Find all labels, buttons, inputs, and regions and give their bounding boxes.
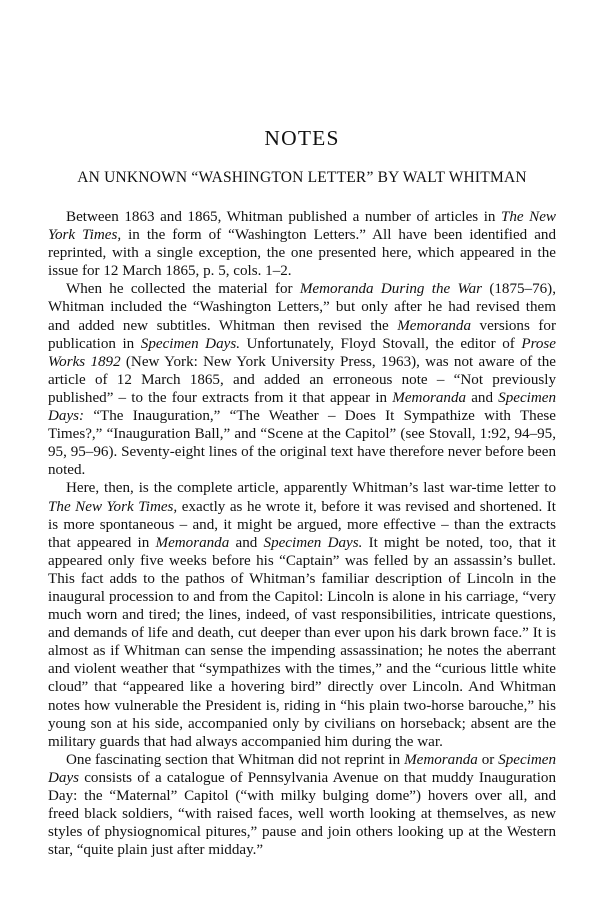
text-run: versions for publication in bbox=[48, 317, 556, 352]
text-run: Between 1863 and 1865, Whitman published a number of articles in bbox=[66, 209, 501, 225]
text-run: or bbox=[477, 751, 499, 768]
italic-title-run: Specimen Days. bbox=[140, 335, 240, 352]
text-run: “The Inauguration,” “The Weather – Does It Sympathize with These Times?,” “Inauguration Ball,” and “Scene at the Capitol” (see Stovall, 1:92, 94–95, 95, 95–96). Seventy-eight lines of the original text have therefore never before been noted. bbox=[48, 408, 556, 479]
text-run: exactly as he wrote it, before it was revised and shortened. It is more spontaneous – and, it might be argued, more effective – than the extracts that appeared in bbox=[48, 498, 556, 551]
italic-title-run: Specimen Days bbox=[48, 751, 557, 786]
italic-title-run: Prose Works 1892 bbox=[48, 335, 556, 370]
body-paragraph bbox=[48, 751, 556, 860]
italic-title-run: Memoranda bbox=[392, 389, 467, 406]
text-run: consists of a catalogue of Pennsylvania Avenue on that muddy Inauguration Day: the “Maternal” Capitol (“with milky bulging dome”) hovers over all, and freed black soldiers, “with raised faces, well worth looking at themselves, as new styles of physiognomical pitures,” pause and join others looking up at the Western star, “quite plain just after midday.” bbox=[48, 769, 556, 859]
text-run: One fascinating section that Whitman did not reprint in bbox=[66, 751, 405, 768]
text-run: Unfortunately, Floyd Stovall, the editor of bbox=[239, 335, 522, 352]
text-run: (New York: New York University Press, 1963), was not aware of the article of 12 March 1865, and added an erroneous note – “Not previously published” – to the four extracts from it that appear in bbox=[48, 353, 556, 406]
italic-title-run: Memoranda bbox=[155, 534, 230, 551]
text-run: Here, then, is the complete article, apparently Whitman’s last war-time letter to bbox=[66, 480, 556, 497]
text-run: When he collected the material for bbox=[66, 281, 300, 298]
italic-title-run: Memoranda bbox=[397, 317, 472, 334]
text-run: and bbox=[466, 389, 499, 406]
article-title: AN UNKNOWN “WASHINGTON LETTER” BY WALT WHITMAN bbox=[77, 169, 527, 186]
text-run: in the form of “Washington Letters.” All have been identified and reprinted, with a single exception, the one presented here, which appeared in the issue for 12 March 1865, p. 5, cols. 1–2. bbox=[48, 227, 556, 280]
text-run: and bbox=[229, 534, 264, 551]
body-paragraph bbox=[48, 208, 556, 280]
body-paragraph bbox=[48, 479, 556, 750]
italic-title-run: Memoranda During the War bbox=[299, 281, 483, 298]
text-run: It might be noted, too, that it appeared only five weeks before his “Captain” was felled by an assassin’s bullet. This fact adds to the pathos of Whitman’s familiar description of Lincoln in the inaugural procession to and from the Capitol: Lincoln is alone in his carriage, “very much worn and tired; the lines, indeed, of vast responsibilities, intricate questions, and demands of life and death, cut deeper than ever upon his dark brown face.” It is almost as if Whitman can sense the impending assassination; he notes the aberrant and violent weather that “sympathizes with the times,” and the “curious little white cloud” that “appeared like a hovering bird” directly over Lincoln. And Whitman notes how vulnerable the President is, riding in “his plain two-horse barouche,” his young son at his side, accompanied only by civilians on horseback; absent are the military guards that had always accompanied him during the war. bbox=[48, 534, 556, 750]
section-heading: NOTES bbox=[264, 126, 340, 150]
article-body bbox=[48, 208, 556, 859]
text-run: (1875–76), Whitman included the “Washington Letters,” but only after he had revised them and added new subtitles. Whitman then revised the bbox=[48, 281, 556, 334]
italic-title-run: The New York Times, bbox=[48, 209, 556, 244]
italic-title-run: The New York Times, bbox=[48, 498, 178, 515]
italic-title-run: Memoranda bbox=[404, 751, 478, 768]
italic-title-run: Specimen Days: bbox=[48, 389, 556, 425]
italic-title-run: Specimen Days. bbox=[263, 534, 363, 551]
body-paragraph bbox=[48, 280, 556, 479]
